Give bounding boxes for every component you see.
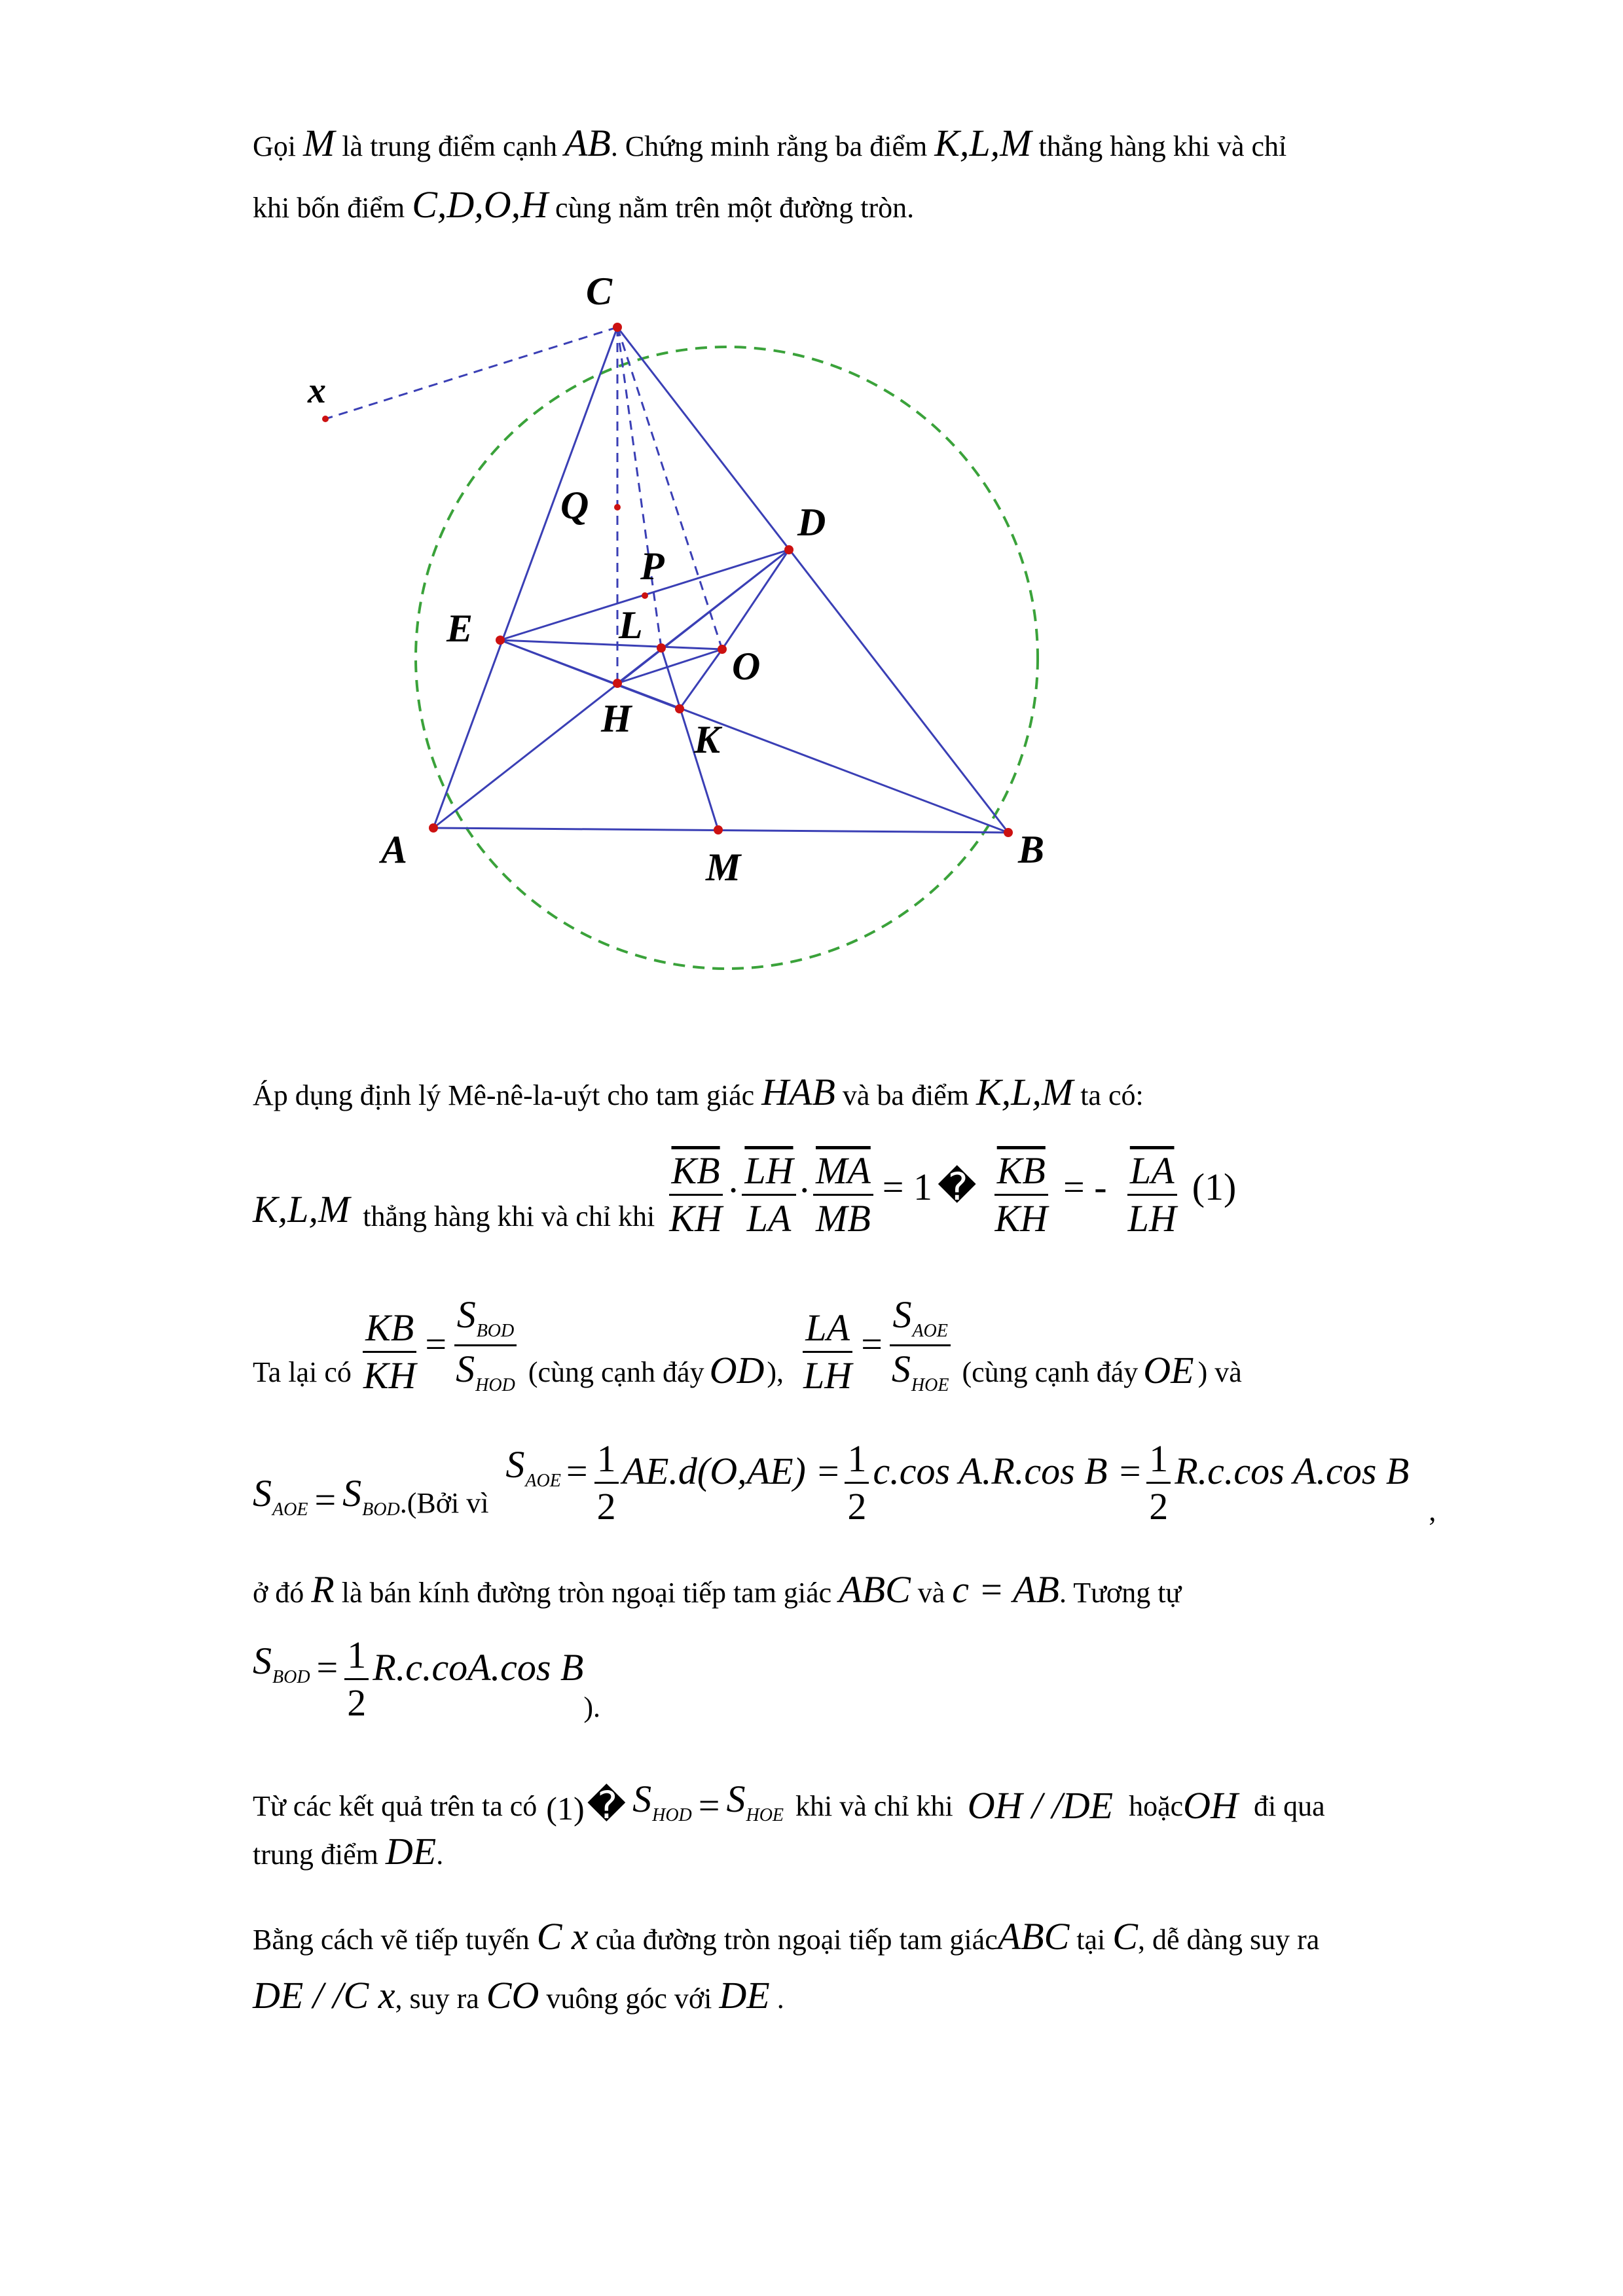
point-M	[714, 825, 723, 834]
subscript: BOD	[476, 1321, 515, 1341]
text: và	[917, 1577, 945, 1609]
math-C: C	[1112, 1915, 1138, 1958]
text: Ta lại có	[253, 1356, 352, 1388]
text: ) và	[1197, 1356, 1242, 1388]
S-HOE	[726, 1780, 784, 1825]
text: thẳng hàng khi và chỉ	[1038, 130, 1287, 162]
segment-AC	[433, 327, 617, 828]
point-Q	[614, 504, 621, 511]
fraction-LA-LH	[801, 1306, 854, 1397]
numerator: 1	[344, 1636, 369, 1680]
math-DE-parallel-Cx: DE / /C x	[253, 1974, 395, 2017]
equals: =	[314, 1479, 337, 1521]
label-H: H	[601, 697, 632, 740]
label-O: O	[732, 645, 761, 688]
text: (cùng cạnh đáy	[962, 1356, 1139, 1388]
subscript: HOD	[652, 1805, 692, 1825]
equals-minus: = -	[1063, 1166, 1107, 1208]
point-P	[642, 592, 648, 599]
math-c-AB: c = AB	[952, 1568, 1059, 1611]
equation-label: (1)	[1192, 1166, 1237, 1208]
expression: R.c.cos A.cos B	[1175, 1450, 1410, 1492]
denominator: KH	[363, 1354, 416, 1397]
text: thẳng hàng khi và chỉ khi	[363, 1200, 655, 1232]
text: . Chứng minh rằng ba điểm	[610, 130, 928, 162]
expression: c.cos A.R.cos B =	[873, 1450, 1143, 1492]
text: Bằng cách vẽ tiếp tuyến	[253, 1924, 530, 1956]
text: , suy ra	[395, 1982, 479, 2015]
dot: .	[728, 1158, 739, 1200]
equation-3	[253, 1437, 1436, 1528]
point-O	[718, 645, 727, 654]
expression: AE.d(O,AE) =	[622, 1450, 841, 1492]
text: khi bốn điểm	[253, 192, 405, 224]
segment-EK	[500, 640, 680, 709]
math-KLM: K,L,M	[934, 122, 1032, 164]
S-BOD	[342, 1472, 400, 1520]
fraction-Sbod-Shod	[453, 1293, 518, 1395]
S: S	[253, 1640, 272, 1682]
S: S	[253, 1472, 272, 1515]
denominator: 2	[847, 1485, 867, 1528]
tangent-line-2	[253, 1974, 784, 2017]
text: ta có:	[1080, 1079, 1144, 1111]
point-x	[322, 416, 329, 422]
math-R: R	[311, 1568, 335, 1611]
point-A	[429, 823, 438, 833]
segment-OK	[680, 649, 722, 709]
expression: R.c.coA.cos B	[373, 1646, 584, 1689]
subscript: HOE	[746, 1805, 784, 1825]
S: S	[456, 1293, 476, 1336]
label-x: x	[308, 370, 326, 411]
numerator: 1	[845, 1440, 869, 1484]
equation-2	[253, 1293, 1242, 1397]
point-K	[675, 704, 684, 713]
text: ),	[767, 1356, 784, 1388]
fraction-KB-KH	[361, 1306, 419, 1397]
numerator: $\overline{MA}$	[813, 1152, 873, 1196]
text: Gọi	[253, 130, 296, 162]
text: .(Bởi vì	[399, 1487, 489, 1519]
radius-line	[253, 1568, 1182, 1611]
math-OD: OD	[709, 1349, 765, 1391]
fraction-Saoe-Shoe	[889, 1293, 952, 1395]
math-AB: AB	[564, 122, 611, 164]
segment-BC	[617, 327, 1008, 833]
denominator: KH	[669, 1197, 722, 1240]
S-AOE-2	[505, 1443, 561, 1491]
numerator: $\overline{KB}$	[994, 1152, 1048, 1196]
denominator: 2	[596, 1485, 616, 1528]
denominator: 2	[347, 1681, 367, 1724]
denominator: LA	[746, 1197, 792, 1240]
S: S	[456, 1348, 475, 1390]
conclusion-line-1	[253, 1780, 1325, 1825]
denominator: 2	[1149, 1485, 1169, 1528]
S: S	[892, 1293, 912, 1336]
math-KLM: K,L,M	[253, 1188, 350, 1230]
fraction-KB-KH-2	[992, 1149, 1050, 1240]
label-A: A	[381, 828, 408, 871]
numerator: $\overline{LH}$	[742, 1152, 795, 1196]
point-E	[496, 636, 505, 645]
fraction-KB-KH	[666, 1149, 725, 1240]
text: Áp dụng định lý Mê-nê-la-uýt cho tam giác	[253, 1079, 755, 1111]
text: cùng nằm trên một đường tròn.	[555, 192, 915, 224]
S-HOD	[632, 1780, 692, 1825]
equation-4	[253, 1636, 600, 1722]
math-ABC: ABC	[839, 1568, 911, 1611]
S: S	[505, 1443, 525, 1486]
denominator: KH	[994, 1197, 1048, 1240]
equals: =	[316, 1646, 338, 1689]
text: tại	[1076, 1924, 1106, 1956]
equals: =	[566, 1450, 588, 1492]
math-HAB: HAB	[761, 1071, 835, 1113]
subscript: BOD	[362, 1499, 400, 1520]
subscript: HOD	[475, 1375, 515, 1395]
text: khi và chỉ khi	[795, 1790, 953, 1822]
subscript: AOE	[272, 1499, 308, 1520]
point-L	[657, 643, 666, 653]
denominator: LH	[1127, 1197, 1176, 1240]
math-DE: DE	[719, 1974, 770, 2017]
S-AOE	[253, 1472, 308, 1520]
text: . Tương tự	[1059, 1577, 1182, 1609]
denominator: LH	[803, 1354, 852, 1397]
numerator: 1	[1146, 1440, 1171, 1484]
replacement-glyph: �	[937, 1166, 977, 1208]
fraction-half	[1146, 1437, 1171, 1528]
text: Từ các kết quả trên ta có	[253, 1790, 538, 1822]
point-D	[784, 545, 793, 554]
math-CDOH: C,D,O,H	[412, 183, 549, 226]
label-B: B	[1018, 828, 1045, 871]
equals: =	[425, 1323, 447, 1365]
numerator: 1	[594, 1440, 619, 1484]
numerator: KB	[363, 1309, 416, 1353]
subscript: HOE	[911, 1375, 949, 1395]
label-C: C	[586, 270, 613, 313]
denominator: MB	[816, 1197, 871, 1240]
math-KLM: K,L,M	[976, 1071, 1074, 1113]
geometry-figure	[0, 0, 1623, 1047]
segment-CO	[617, 327, 722, 649]
subscript: AOE	[912, 1321, 948, 1341]
dot: .	[799, 1158, 810, 1200]
text: là bán kính đường tròn ngoại tiếp tam giác	[341, 1577, 832, 1609]
math-ABC: ABC	[997, 1915, 1070, 1958]
label-K: K	[694, 718, 721, 761]
text: là trung điểm cạnh	[342, 130, 557, 162]
S-BOD	[253, 1642, 310, 1687]
subscript: BOD	[272, 1667, 310, 1687]
tangent-line-1	[253, 1915, 1320, 1958]
comma: ,	[1429, 1495, 1436, 1527]
segment-OD	[722, 550, 789, 649]
equation-1	[253, 1149, 1237, 1240]
math-CO: CO	[486, 1974, 539, 2017]
fraction-half	[845, 1437, 869, 1528]
label-L: L	[619, 603, 643, 647]
tangent-Cx	[325, 327, 617, 419]
math-1: (1)	[546, 1790, 585, 1827]
conclusion-line-2	[253, 1830, 444, 1873]
label-E: E	[447, 607, 473, 650]
label-M: M	[706, 846, 741, 889]
label-Q: Q	[560, 484, 589, 527]
fraction-half	[594, 1437, 619, 1528]
math-M: M	[303, 122, 335, 164]
text: trung điểm	[253, 1839, 378, 1871]
menelaus-line	[253, 1073, 1144, 1111]
numerator: $\overline{LA}$	[1127, 1152, 1177, 1196]
label-D: D	[797, 501, 826, 544]
text: của đường tròn ngoại tiếp tam giác	[595, 1924, 998, 1956]
equals: =	[698, 1784, 720, 1827]
numerator: $\overline{KB}$	[669, 1152, 723, 1196]
text: .	[776, 1982, 784, 2015]
numerator: LA	[803, 1309, 852, 1353]
fraction-LA-LH	[1125, 1149, 1179, 1240]
subscript: AOE	[525, 1471, 561, 1491]
S: S	[891, 1348, 911, 1390]
S: S	[632, 1778, 652, 1820]
math-OH: OH	[1183, 1784, 1238, 1827]
text: và ba điểm	[842, 1079, 969, 1111]
S: S	[342, 1472, 362, 1515]
point-C	[613, 323, 622, 332]
math-OH-parallel-DE: OH / /DE	[967, 1784, 1114, 1827]
point-B	[1004, 828, 1013, 837]
point-H	[613, 679, 622, 688]
text: vuông góc với	[546, 1982, 712, 2015]
text: .	[436, 1839, 444, 1871]
text: (cùng cạnh đáy	[528, 1356, 704, 1388]
fraction-LH-LA	[742, 1149, 795, 1240]
math-Cx: C x	[536, 1915, 589, 1958]
text: ở đó	[253, 1577, 304, 1609]
math-OE: OE	[1143, 1349, 1194, 1391]
text: hoặc	[1129, 1790, 1184, 1822]
text: ).	[583, 1691, 601, 1723]
replacement-glyph: �	[587, 1784, 627, 1827]
segment-EO	[500, 640, 722, 649]
label-P: P	[640, 545, 665, 588]
equals: =	[861, 1323, 883, 1365]
fraction-MA-MB	[813, 1149, 873, 1240]
equals-one: = 1	[882, 1166, 932, 1208]
fraction-half	[344, 1636, 369, 1722]
text: , dễ dàng suy ra	[1137, 1924, 1320, 1956]
text: đi qua	[1253, 1790, 1325, 1822]
S: S	[726, 1778, 746, 1820]
math-DE: DE	[385, 1830, 437, 1873]
